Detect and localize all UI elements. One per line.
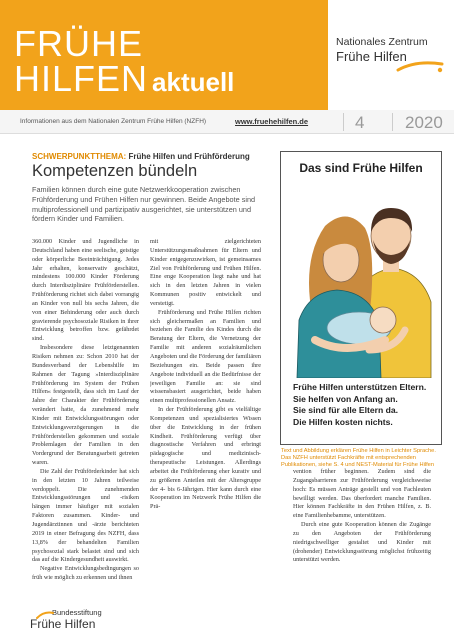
paragraph: 360.000 Kinder und Jugendliche in Deutschland haben eine seelische, geistige oder körperliche Beeinträchtigung. Jedes Jahr erhalten, konservativ geschätzt, mindestens 100.000 Kinder Förderung durch Interdisziplinäre Frühförderstellen. Frühförderung richtet sich dabei vorrangig an Kinder von null bis sechs Jahren, die von einer Behinderung oder auch durch gravierende psychosoziale Risiken in ihrer Entwicklung betroffen bzw. gefährdet sind. [32,238,139,343]
paragraph: mit zielgerichteten Unterstützungsmaßnahmen für Eltern und Kinder entgegenzuwirken, ist gemeinsames Ziel von Frühförderung und Frühen Hilfen. Eine enge Kooperation liegt nahe und hat sich in den letzten Jahren in vielen Kommunen positiv entwickelt und verstetigt. [150,238,261,307]
paragraph: Die Zahl der Frühförderkinder hat sich in den letzten 10 Jahren teilweise verdoppelt. Die zunehmenden Entwicklungsstörungen und -risiken hängen immer häufiger mit sozialen Faktoren zusammen. Kinder- und Jugendärztinnen und -ärzte berichteten 2019 in einer Befragung des NZFH, dass 13,8% der behandelten Familien psychosozial stark belastet sind und sich das auf die Kindergesundheit auswirkt. [32,467,139,564]
title-line2-wrap [14,58,235,100]
box-title: Das sind Frühe Hilfen [299,161,423,175]
parents-with-baby-illustration [285,180,437,378]
kicker-label: SCHWERPUNKTTHEMA: [32,152,127,161]
divider [392,113,393,131]
kicker-topic: Frühe Hilfen und Frühförderung [128,152,250,161]
title-suffix: aktuell [152,67,235,97]
footer-logo-line2: Frühe Hilfen [30,617,96,631]
article-column-3 [293,468,431,608]
paragraph: Durch eine gute Kooperation können die Zugänge zu den Angeboten der Frühförderung niedrigschwelliger gestaltet und Kinder mit (drohender) Entwicklungsstörung möglichst frühzeitig unterstützt werden. [293,521,431,564]
info-bar [0,110,454,134]
article-lead: Familien können durch eine gute Netzwerkkooperation zwischen Frühförderung und Frühen Hilfen nur gewinnen. Beide Angebote sind multiprofessionell und partizipativ ausgerichtet, sie unterstützen und fördern Kinder und Familien. [32,185,256,224]
logo-swoosh-icon [36,610,54,620]
nzfh-logo [336,36,446,64]
article-kicker [32,152,250,161]
divider [343,113,344,131]
easy-language-box [280,151,442,445]
nzfh-logo-line2: Frühe Hilfen [336,49,407,64]
bundesstiftung-logo [30,608,102,631]
paragraph: Insbesondere diese letztgenannten Risiken nehmen zu: Schon 2010 hat der Bundesverband der Lebenshilfe im Rahmen der Tagung »Interdisziplinäre Frühförderung im System der Frühen Hilfen« festgestellt, dass sich im Lauf der Jahre der Charakter der Frühförderung verändert hatte, da zunehmend mehr Kinder mit Entwicklungsstörungen oder Entwicklungsverzögerungen in die Frühförderstellen gekommen und soziale Problemlagen der Familien in den Vordergrund der Beratungsarbeit getreten waren. [32,344,139,467]
box-message: Sie sind für alle Eltern da. [293,405,399,415]
title-line1: FRÜHE [14,23,143,64]
box-message: Sie helfen von Anfang an. [293,393,398,404]
article-headline: Kompetenzen bündeln [32,162,198,180]
nzfh-logo-line1: Nationales Zentrum [336,36,428,48]
issue-year: 2020 [405,113,443,132]
box-message: Frühe Hilfen unterstützen Eltern. [293,382,427,392]
paragraph: vention früher beginnen. Zudem sind die Zugangsbarrieren zur Frühförderung vergleichsweise hoch: Es müssen Anträge gestellt und von Fachleuten bewilligt werden. Das überfordert manche Familien. Hier können Fachkräfte in den Frühen Hilfen, z. B. eine Familienhebamme, unterstützen. [293,468,431,520]
title-line2: HILFEN [14,58,149,99]
website-link[interactable]: www.fruehehilfen.de [235,117,309,126]
paragraph: Frühförderung und Frühe Hilfen richten sich gleichermaßen an Familien und beziehen die Familie des Kindes durch die Beratung der Eltern, die Vernetzung der Familie mit anderen sozialräumlichen Angeboten und die Förderung der familiären Beziehungen ein. Beide passen ihre Angebote individuell an die Bedürfnisse der jeweiligen Familie an: sie sind wissensbasiert ausgerichtet, beide haben einen multiprofessionellen Ansatz. [150,308,261,405]
publication-title [14,23,235,100]
article-column-2 [150,238,261,608]
paragraph: Negative Entwicklungsbedingungen so früh wie möglich zu erkennen und ihnen [32,565,139,582]
footer-logo-line1: Bundesstiftung [52,608,102,617]
box-messages [293,382,439,428]
paragraph: In der Frühförderung gibt es vielfältige Kompetenzen und spezialisiertes Wissen über die Entwicklung in der frühen Kindheit. Frühförderung verfügt über diagnostische Verfahren und erbringt pädagogische und medizinisch-therapeutische Leistungen. Allerdings arbeitet die Frühförderung eher kurativ und zu größeren Anteilen mit der Altersgruppe der 4- bis 6-Jährigen. Hier kann durch eine Kooperation im Netzwerk Frühe Hilfen die Prä- [150,406,261,511]
box-message: Die Hilfen kosten nichts. [293,416,393,427]
logo-swoosh-icon [396,58,446,74]
article-column-1 [32,238,139,608]
info-text: Informationen aus dem Nationalen Zentrum Frühe Hilfen (NZFH) [20,118,207,125]
issue-number: 4 [355,113,365,132]
box-caption: Text und Abbildung erklären Frühe Hilfen in Leichter Sprache. Das NZFH unterstützt Fachkräfte mit entsprechenden Publikationen, siehe S. 4 und NEST-Material für Frühe Hilfen [281,448,436,468]
